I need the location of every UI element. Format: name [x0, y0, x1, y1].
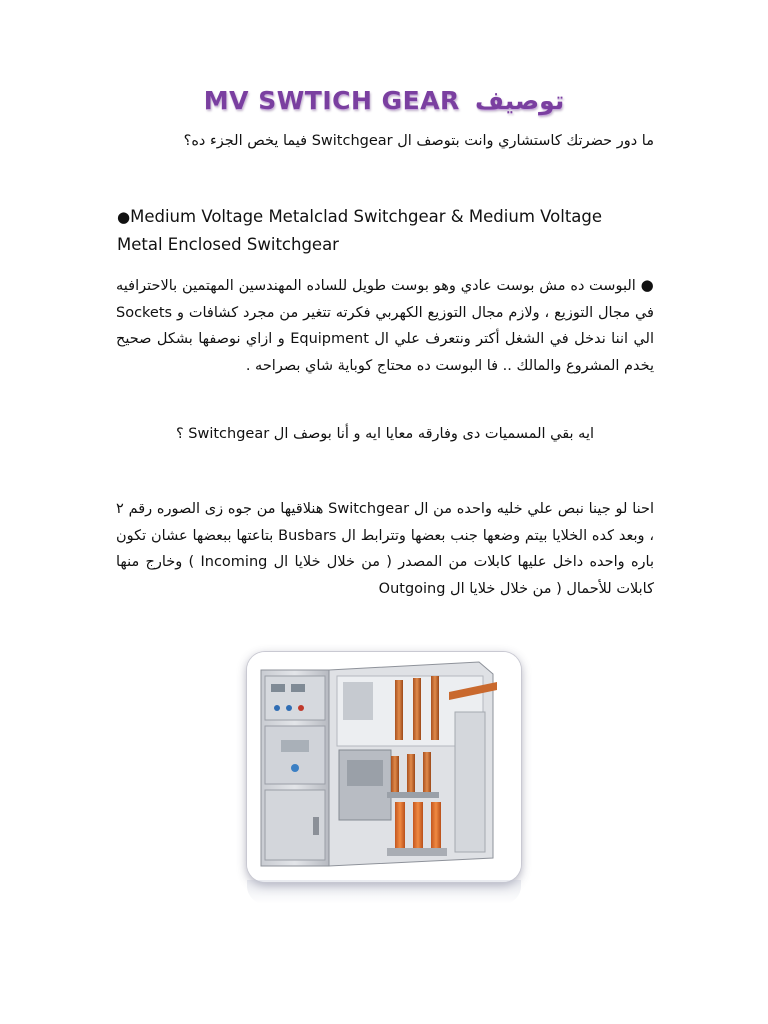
- bullet-icon: ●: [117, 208, 131, 226]
- about-text: البوست ده مش بوست عادي وهو بوست طويل للساده المهندسين المهتمين بالاحترافيه في مجال التوزيع ، ولازم مجال التوزيع الكهربي فكرته تتغير من مجرد كشافات و Sockets الي اننا ندخل في الشغل أكتر ونتعرف علي ال Equipment و ازاي نوصفها بشكل صحيح يخدم المشروع والمالك .. فا البوست ده محتاج كوباية شاي بصراحه .: [116, 278, 654, 374]
- image-reflection: [247, 880, 521, 904]
- bullet-icon: ●: [640, 276, 654, 294]
- page-title: [0, 86, 768, 115]
- description-paragraph: احنا لو جينا نبص علي خليه واحده من ال Switchgear هنلاقيها من جوه زى الصوره رقم ٢ ، وبعد كده الخلايا بيتم وضعها جنب بعضها وتترابط ال Busbars بتاعتها ببعضها عشان تكون باره واحده داخل عليها كابلات من المصدر ( من خلال خلايا ال Incoming ) وخارج منها كابلات للأحمال ( من خلال خلايا ال Outgoing: [116, 501, 655, 597]
- about-paragraph: [116, 272, 654, 379]
- intro-paragraph: ما دور حضرتك كاستشاري وانت بتوصف ال Switchgear فيما يخص الجزء ده؟: [183, 133, 654, 149]
- question-paragraph: ايه بقي المسميات دى وفارقه معايا ايه و أنا بوصف ال Switchgear ؟: [175, 426, 595, 442]
- switchgear-illustration: [247, 652, 521, 882]
- switchgear-cutaway-image: [247, 652, 521, 882]
- title-english: MV SWTICH GEAR: [203, 86, 460, 115]
- switchgear-types-paragraph: [117, 203, 647, 259]
- title-arabic: توصيف: [475, 86, 565, 115]
- switchgear-types-text: Medium Voltage Metalclad Switchgear & Medium Voltage Metal Enclosed Switchgear: [117, 207, 603, 254]
